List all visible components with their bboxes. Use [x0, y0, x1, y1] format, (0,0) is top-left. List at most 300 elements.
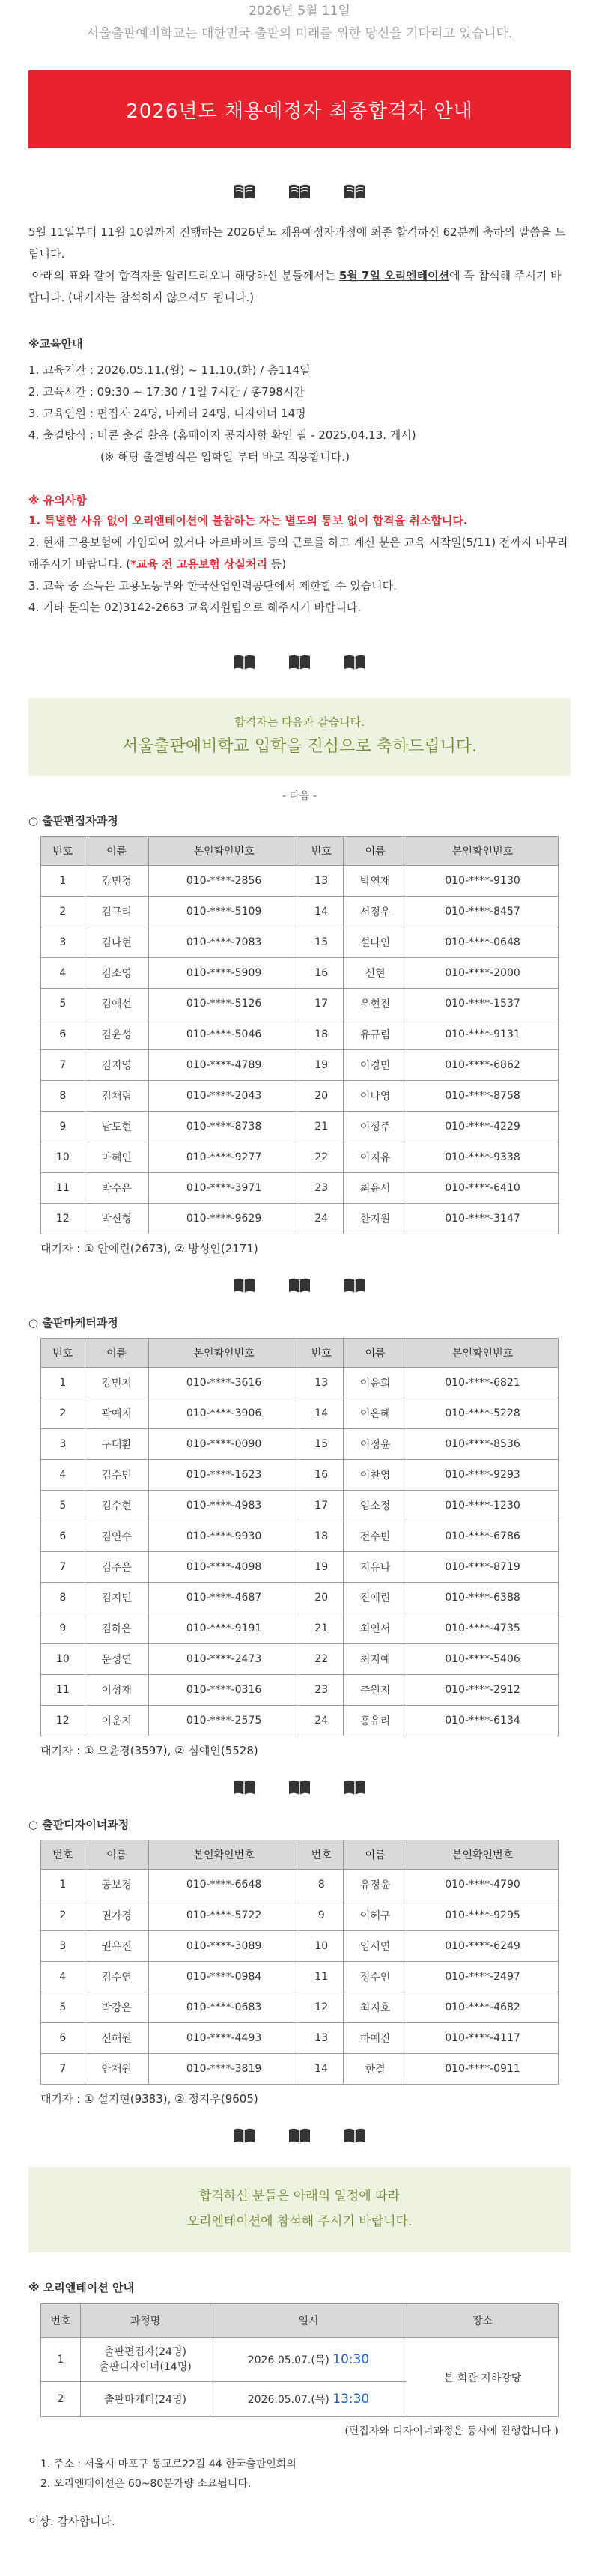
cell-no: 13: [300, 866, 344, 897]
course-info-item: 3. 교육인원 : 편집자 24명, 마케터 24명, 디자이너 14명: [28, 407, 306, 420]
editor-waitlist: 대기자 : ① 안예린(2673), ② 방성인(2171): [40, 1242, 258, 1255]
col-name: 이름: [344, 1840, 407, 1870]
cell-no: 23: [300, 1173, 344, 1204]
cell-no: 16: [300, 1460, 344, 1491]
cell-id: 010-****-9191: [148, 1613, 300, 1644]
cell-id: 010-****-6134: [407, 1706, 559, 1736]
cell-id: 010-****-9130: [407, 866, 559, 897]
cell-no: 10: [41, 1644, 85, 1675]
row-datetime: 2026.05.07.(목) 13:30: [210, 2382, 407, 2417]
marketer-waitlist: 대기자 : ① 오윤경(3597), ② 심예인(5528): [40, 1744, 258, 1757]
cell-name: 하예진: [344, 2023, 407, 2054]
marketer-heading: ○ 출판마케터과정: [28, 1316, 118, 1330]
cell-name: 곽예지: [85, 1398, 148, 1429]
book-icon: [288, 184, 311, 200]
row-course: 출판마케터(24명): [81, 2382, 210, 2417]
cell-id: 010-****-4687: [148, 1583, 300, 1613]
book-icon: [288, 654, 311, 670]
cell-name: 김연수: [85, 1521, 148, 1552]
closing-text: 이상. 감사합니다.: [28, 2515, 115, 2528]
cell-id: 010-****-3819: [148, 2054, 300, 2085]
book-icon: [233, 1779, 255, 1795]
cell-id: 010-****-9277: [148, 1142, 300, 1173]
cell-no: 14: [300, 1398, 344, 1429]
cell-id: 010-****-6786: [407, 1521, 559, 1552]
editor-heading: ○ 출판편집자과정: [28, 814, 118, 828]
cell-name: 남도현: [85, 1112, 148, 1142]
cell-no: 7: [41, 1050, 85, 1081]
cell-no: 23: [300, 1675, 344, 1706]
course-info-note: (※ 해당 출결방식은 입학일 부터 바로 적용합니다.): [100, 450, 350, 464]
orientation-note: (편집자와 디자이너과정은 동시에 진행합니다.): [344, 2425, 559, 2437]
col-id: 본인확인번호: [407, 837, 559, 866]
cell-id: 010-****-3971: [148, 1173, 300, 1204]
congrats-small: 합격자는 다음과 같습니다.: [234, 715, 365, 729]
cell-id: 010-****-2473: [148, 1644, 300, 1675]
cell-no: 2: [41, 1900, 85, 1931]
cell-no: 10: [41, 1142, 85, 1173]
col-name: 이름: [344, 1339, 407, 1368]
intro-p1: 5월 11일부터 11월 10일까지 진행하는 2026년도 채용예정자과정에 최종 합격하신 62분께 축하의 말씀을 드립니다.: [28, 225, 566, 261]
designer-heading: ○ 출판디자이너과정: [28, 1818, 130, 1831]
cell-no: 8: [300, 1870, 344, 1900]
cell-id: 010-****-4682: [407, 1992, 559, 2023]
col-id: 본인확인번호: [148, 837, 300, 866]
cell-id: 010-****-9338: [407, 1142, 559, 1173]
table-row: [41, 1398, 559, 1429]
cell-id: 010-****-5228: [407, 1398, 559, 1429]
cell-no: 1: [41, 1368, 85, 1398]
row-datetime: 2026.05.07.(목) 10:30: [210, 2338, 407, 2382]
cell-name: 문성연: [85, 1644, 148, 1675]
table-row: [41, 1019, 559, 1050]
cell-name: 이성주: [344, 1112, 407, 1142]
cell-no: 20: [300, 1583, 344, 1613]
cell-id: 010-****-0648: [407, 927, 559, 958]
congrats-big: 서울출판예비학교 입학을 진심으로 축하드립니다.: [121, 737, 478, 756]
table-row: [41, 1521, 559, 1552]
notice-item2-text: 2. 현재 고용보험에 가입되어 있거나 아르바이트 등의 근로를 하고 계신 분은 교육 시작일(5/11) 전까지 마무리해주시기 바랍니다. (: [28, 536, 568, 571]
book-icon: [288, 1277, 311, 1294]
notice-item: 1. 특별한 사유 없이 오리엔테이션에 불참하는 자는 별도의 통보 없이 합격을 취소합니다.: [28, 514, 468, 527]
course-info-item: 2. 교육시간 : 09:30 ~ 17:30 / 1일 7시간 / 총798시간: [28, 385, 305, 398]
cell-id: 010-****-9131: [407, 1019, 559, 1050]
cell-name: 최지호: [344, 1992, 407, 2023]
cell-no: 12: [41, 1204, 85, 1234]
cell-name: 이지유: [344, 1142, 407, 1173]
cell-name: 임서연: [344, 1931, 407, 1962]
book-icon: [288, 1779, 311, 1795]
cell-name: 김예선: [85, 989, 148, 1019]
cell-id: 010-****-7083: [148, 927, 300, 958]
orientation-line1: 합격하신 분들은 아래의 일정에 따라: [199, 2189, 400, 2204]
cell-id: 010-****-4735: [407, 1613, 559, 1644]
cell-no: 22: [300, 1142, 344, 1173]
book-divider: [0, 647, 599, 677]
cell-id: 010-****-3906: [148, 1398, 300, 1429]
cell-name: 홍유리: [344, 1706, 407, 1736]
cell-name: 박신형: [85, 1204, 148, 1234]
table-row: [41, 1552, 559, 1583]
col-id: 본인확인번호: [148, 1840, 300, 1870]
intro-p2a: 아래의 표와 같이 합격자를 알려드리오니 해당하신 분들께서는: [31, 269, 339, 282]
cell-name: 공보경: [85, 1870, 148, 1900]
book-icon: [344, 1779, 366, 1795]
intro-p2c: 에 꼭 참석해 주시기 바랍니다. (대기자는 참석하지 않으셔도 됩니다.): [28, 269, 562, 304]
cell-name: 김하은: [85, 1613, 148, 1644]
col-no: 번호: [41, 1840, 85, 1870]
cell-name: 서정우: [344, 897, 407, 927]
table-row: [41, 2338, 559, 2382]
table-row: [41, 1460, 559, 1491]
cell-no: 8: [41, 1081, 85, 1112]
cell-id: 010-****-4983: [148, 1491, 300, 1521]
cell-id: 010-****-2000: [407, 958, 559, 989]
table-row: [41, 2023, 559, 2054]
row-place: 본 회관 지하강당: [407, 2338, 559, 2417]
book-icon: [233, 2127, 255, 2144]
editor-table: [40, 836, 559, 1234]
cell-name: 최연서: [344, 1613, 407, 1644]
cell-name: 임소정: [344, 1491, 407, 1521]
intro-text: [28, 222, 571, 309]
cell-id: 010-****-4229: [407, 1112, 559, 1142]
cell-id: 010-****-1230: [407, 1491, 559, 1521]
cell-name: 설다인: [344, 927, 407, 958]
cell-name: 구태환: [85, 1429, 148, 1460]
table-row: [41, 1491, 559, 1521]
cell-no: 9: [300, 1900, 344, 1931]
cell-id: 010-****-0316: [148, 1675, 300, 1706]
cell-name: 최지예: [344, 1644, 407, 1675]
table-header-row: [41, 1840, 559, 1870]
cell-no: 6: [41, 1521, 85, 1552]
col-no: 번호: [41, 837, 85, 866]
table-row: [41, 1081, 559, 1112]
book-icon: [233, 654, 255, 670]
orientation-info-item: 1. 주소 : 서울시 마포구 동교로22길 44 한국출판인회의: [40, 2458, 297, 2470]
course-info-item: 1. 교육기간 : 2026.05.11.(월) ~ 11.10.(화) / 총114일: [28, 363, 311, 377]
cell-no: 7: [41, 2054, 85, 2085]
cell-id: 010-****-1537: [407, 989, 559, 1019]
cell-name: 이찬영: [344, 1460, 407, 1491]
cell-id: 010-****-1623: [148, 1460, 300, 1491]
course-info-heading: ※교육안내: [28, 337, 83, 351]
cell-id: 010-****-2856: [148, 866, 300, 897]
cell-id: 010-****-9293: [407, 1460, 559, 1491]
cell-no: 5: [41, 1992, 85, 2023]
cell-name: 안재원: [85, 2054, 148, 2085]
cell-name: 전수빈: [344, 1521, 407, 1552]
cell-no: 20: [300, 1081, 344, 1112]
cell-no: 11: [300, 1962, 344, 1992]
book-icon: [233, 1277, 255, 1294]
notice-item: [28, 532, 571, 575]
orientation-box: [28, 2167, 571, 2252]
cell-id: 010-****-8758: [407, 1081, 559, 1112]
cell-id: 010-****-8719: [407, 1552, 559, 1583]
cell-no: 5: [41, 989, 85, 1019]
notice-item2-tail: 등): [267, 557, 287, 571]
cell-id: 010-****-5406: [407, 1644, 559, 1675]
col-course: 과정명: [81, 2304, 210, 2338]
cell-name: 유규림: [344, 1019, 407, 1050]
cell-no: 3: [41, 1429, 85, 1460]
cell-no: 19: [300, 1050, 344, 1081]
table-row: [41, 1900, 559, 1931]
announcement-date: 2026년 5월 11일: [249, 4, 350, 19]
cell-name: 권유진: [85, 1931, 148, 1962]
row-no: 1: [41, 2338, 81, 2382]
cell-no: 12: [41, 1706, 85, 1736]
book-icon: [344, 184, 366, 200]
cell-no: 7: [41, 1552, 85, 1583]
cell-name: 김지민: [85, 1583, 148, 1613]
cell-id: 010-****-0984: [148, 1962, 300, 1992]
cell-id: 010-****-5722: [148, 1900, 300, 1931]
row-course: 출판편집자(24명) 출판디자이너(14명): [81, 2338, 210, 2382]
book-divider: [0, 177, 599, 207]
col-no: 번호: [300, 1339, 344, 1368]
cell-id: 010-****-6648: [148, 1870, 300, 1900]
cell-name: 진예린: [344, 1583, 407, 1613]
cell-id: 010-****-9930: [148, 1521, 300, 1552]
cell-name: 지유나: [344, 1552, 407, 1583]
cell-id: 010-****-4098: [148, 1552, 300, 1583]
cell-no: 13: [300, 2023, 344, 2054]
cell-name: 김수민: [85, 1460, 148, 1491]
table-row: [41, 1583, 559, 1613]
cell-name: 박수은: [85, 1173, 148, 1204]
cell-id: 010-****-3089: [148, 1931, 300, 1962]
table-row: [41, 1706, 559, 1736]
cell-no: 8: [41, 1583, 85, 1613]
col-name: 이름: [85, 837, 148, 866]
orientation-info-item: 2. 오리엔테이션은 60~80분가량 소요됩니다.: [40, 2478, 252, 2490]
cell-id: 010-****-9629: [148, 1204, 300, 1234]
cell-name: 김나현: [85, 927, 148, 958]
designer-table: [40, 1840, 559, 2085]
table-row: [41, 1613, 559, 1644]
cell-id: 010-****-5109: [148, 897, 300, 927]
col-name: 이름: [85, 1840, 148, 1870]
cell-name: 김소영: [85, 958, 148, 989]
designer-waitlist: 대기자 : ① 설지현(9383), ② 정지우(9605): [40, 2092, 258, 2106]
cell-name: 한지원: [344, 1204, 407, 1234]
table-row: [41, 989, 559, 1019]
orientation-table: [40, 2303, 559, 2417]
cell-no: 17: [300, 1491, 344, 1521]
table-row: [41, 1870, 559, 1900]
table-row: [41, 897, 559, 927]
book-icon: [344, 2127, 366, 2144]
cell-id: 010-****-2912: [407, 1675, 559, 1706]
book-icon: [344, 654, 366, 670]
col-no: 번호: [300, 837, 344, 866]
cell-name: 이정윤: [344, 1429, 407, 1460]
cell-id: 010-****-6388: [407, 1583, 559, 1613]
table-row: [41, 1931, 559, 1962]
cell-no: 4: [41, 958, 85, 989]
cell-no: 1: [41, 1870, 85, 1900]
table-row: [41, 1050, 559, 1081]
cell-no: 18: [300, 1019, 344, 1050]
table-row: [41, 1992, 559, 2023]
notices-list: [28, 510, 571, 619]
cell-no: 12: [300, 1992, 344, 2023]
cell-name: 신해원: [85, 2023, 148, 2054]
cell-no: 21: [300, 1613, 344, 1644]
congrats-box: [28, 698, 571, 776]
cell-no: 14: [300, 897, 344, 927]
cell-id: 010-****-8738: [148, 1112, 300, 1142]
book-icon: [344, 1277, 366, 1294]
col-name: 이름: [344, 837, 407, 866]
cell-no: 11: [41, 1675, 85, 1706]
table-row: [41, 1142, 559, 1173]
cell-id: 010-****-2575: [148, 1706, 300, 1736]
title-banner: [28, 70, 571, 148]
cell-id: 010-****-5909: [148, 958, 300, 989]
cell-name: 이경민: [344, 1050, 407, 1081]
cell-no: 4: [41, 1962, 85, 1992]
table-row: [41, 1644, 559, 1675]
notices-heading: ※ 유의사항: [28, 494, 87, 507]
cell-no: 22: [300, 1644, 344, 1675]
cell-id: 010-****-2497: [407, 1962, 559, 1992]
table-row: [41, 866, 559, 897]
row-no: 2: [41, 2382, 81, 2417]
cell-no: 2: [41, 897, 85, 927]
cell-name: 김윤성: [85, 1019, 148, 1050]
col-datetime: 일시: [210, 2304, 407, 2338]
cell-id: 010-****-8536: [407, 1429, 559, 1460]
cell-id: 010-****-3616: [148, 1368, 300, 1398]
cell-name: 강민경: [85, 866, 148, 897]
cell-id: 010-****-4789: [148, 1050, 300, 1081]
orientation-info-list: [40, 2455, 559, 2494]
cell-no: 10: [300, 1931, 344, 1962]
orientation-line2: 오리엔테이션에 참석해 주시기 바랍니다.: [186, 2214, 413, 2229]
table-row: [41, 1368, 559, 1398]
cell-id: 010-****-2043: [148, 1081, 300, 1112]
cell-no: 6: [41, 2023, 85, 2054]
cell-id: 010-****-5126: [148, 989, 300, 1019]
cell-name: 이혜구: [344, 1900, 407, 1931]
cell-no: 14: [300, 2054, 344, 2085]
course-info-item: 4. 출결방식 : 비콘 출결 활용 (홈페이지 공지사항 확인 필 - 2025.04.13. 게시): [28, 428, 416, 442]
cell-name: 이운지: [85, 1706, 148, 1736]
cell-id: 010-****-4790: [407, 1870, 559, 1900]
cell-no: 2: [41, 1398, 85, 1429]
table-row: [41, 958, 559, 989]
cell-id: 010-****-5046: [148, 1019, 300, 1050]
table-header-row: [41, 2304, 559, 2338]
col-id: 본인확인번호: [148, 1339, 300, 1368]
cell-no: 6: [41, 1019, 85, 1050]
cell-no: 3: [41, 1931, 85, 1962]
col-no: 번호: [41, 2304, 81, 2338]
cell-no: 16: [300, 958, 344, 989]
cell-name: 신현: [344, 958, 407, 989]
cell-no: 3: [41, 927, 85, 958]
cell-no: 24: [300, 1706, 344, 1736]
cell-no: 18: [300, 1521, 344, 1552]
book-divider: [0, 1772, 599, 1802]
book-divider: [0, 1270, 599, 1300]
notice-item: 4. 기타 문의는 02)3142-2663 교육지원팀으로 해주시기 바랍니다.: [28, 601, 362, 614]
cell-no: 1: [41, 866, 85, 897]
table-row: [41, 1112, 559, 1142]
cell-name: 이나영: [344, 1081, 407, 1112]
course-info-list: [28, 360, 571, 468]
cell-name: 한결: [344, 2054, 407, 2085]
cell-id: 010-****-6410: [407, 1173, 559, 1204]
table-row: [41, 1204, 559, 1234]
cell-name: 권가경: [85, 1900, 148, 1931]
cell-id: 010-****-0683: [148, 1992, 300, 2023]
col-id: 본인확인번호: [407, 1339, 559, 1368]
cell-name: 강민지: [85, 1368, 148, 1398]
cell-no: 15: [300, 927, 344, 958]
cell-name: 정수인: [344, 1962, 407, 1992]
table-row: [41, 927, 559, 958]
cell-id: 010-****-0911: [407, 2054, 559, 2085]
next-label: - 다음 -: [282, 790, 317, 802]
orientation-date-highlight: 5월 7일 오리엔테이션: [338, 269, 450, 282]
cell-id: 010-****-4117: [407, 2023, 559, 2054]
table-row: [41, 1962, 559, 1992]
cell-name: 이윤희: [344, 1368, 407, 1398]
cell-name: 이성재: [85, 1675, 148, 1706]
cell-id: 010-****-6821: [407, 1368, 559, 1398]
cell-no: 24: [300, 1204, 344, 1234]
cell-id: 010-****-3147: [407, 1204, 559, 1234]
cell-name: 우현진: [344, 989, 407, 1019]
cell-id: 010-****-8457: [407, 897, 559, 927]
cell-no: 21: [300, 1112, 344, 1142]
cell-name: 김규리: [85, 897, 148, 927]
cell-name: 추원지: [344, 1675, 407, 1706]
cell-id: 010-****-9295: [407, 1900, 559, 1931]
cell-name: 김수현: [85, 1491, 148, 1521]
cell-id: 010-****-6249: [407, 1931, 559, 1962]
cell-name: 이은혜: [344, 1398, 407, 1429]
cell-no: 9: [41, 1112, 85, 1142]
col-id: 본인확인번호: [407, 1840, 559, 1870]
notice-item2-highlight: *교육 전 고용보험 상실처리: [130, 557, 267, 571]
cell-id: 010-****-0090: [148, 1429, 300, 1460]
cell-name: 김지영: [85, 1050, 148, 1081]
cell-no: 17: [300, 989, 344, 1019]
marketer-table: [40, 1338, 559, 1736]
cell-no: 11: [41, 1173, 85, 1204]
orientation-heading: ※ 오리엔테이션 안내: [28, 2281, 134, 2294]
table-header-row: [41, 837, 559, 866]
cell-name: 박연재: [344, 866, 407, 897]
table-row: [41, 2054, 559, 2085]
cell-no: 4: [41, 1460, 85, 1491]
cell-id: 010-****-4493: [148, 2023, 300, 2054]
cell-id: 010-****-6862: [407, 1050, 559, 1081]
cell-no: 13: [300, 1368, 344, 1398]
page-title: 2026년도 채용예정자 최종합격자 안내: [126, 100, 473, 123]
cell-name: 최윤서: [344, 1173, 407, 1204]
cell-no: 9: [41, 1613, 85, 1644]
cell-name: 마혜인: [85, 1142, 148, 1173]
cell-name: 김주은: [85, 1552, 148, 1583]
book-divider: [0, 2121, 599, 2151]
